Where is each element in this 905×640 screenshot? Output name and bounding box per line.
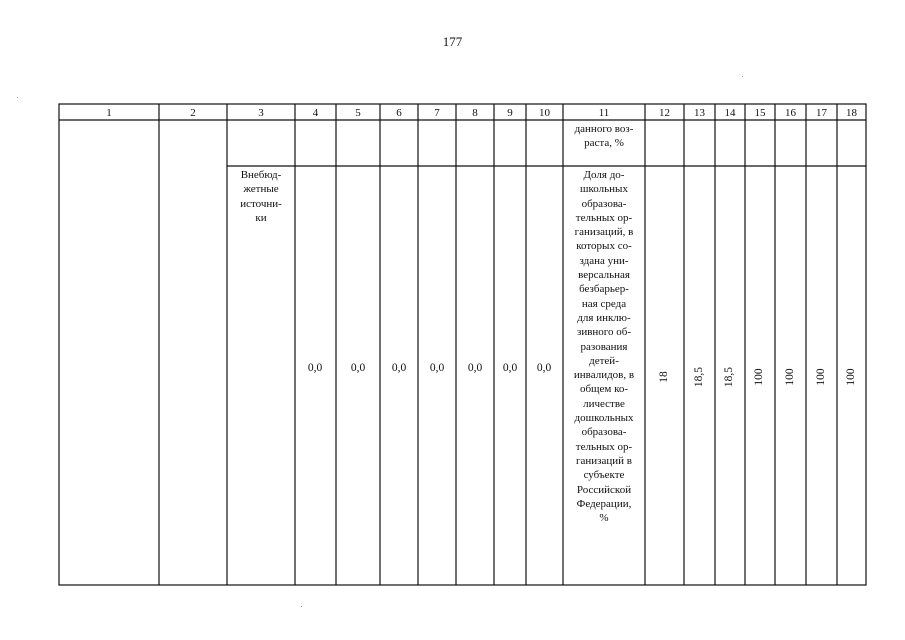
value-col-4: 0,0: [307, 362, 323, 374]
col-header-1: 1: [106, 107, 112, 119]
value-col-7: 0,0: [429, 362, 445, 374]
scan-speck: [17, 97, 18, 98]
col-header-3: 3: [258, 107, 264, 119]
funding-source-text: Внебюд- жетные источни- ки: [240, 169, 282, 224]
col-header-11: 11: [598, 107, 610, 119]
value-col-9: 0,0: [502, 362, 518, 374]
col-header-15: 15: [754, 107, 766, 119]
col-header-10: 10: [539, 107, 550, 119]
target-col-17: 100: [815, 368, 827, 386]
col-header-17: 17: [816, 107, 827, 119]
value-col-10: 0,0: [536, 362, 552, 374]
col-header-4: 4: [312, 107, 319, 119]
target-col-13: 18,5: [693, 366, 705, 388]
scan-speck: [301, 606, 302, 607]
target-col-18: 100: [845, 368, 857, 386]
col-header-9: 9: [507, 107, 513, 119]
col-header-12: 12: [659, 107, 670, 119]
col-header-14: 14: [724, 107, 736, 119]
col-header-6: 6: [396, 107, 402, 119]
col-header-8: 8: [472, 107, 478, 119]
value-col-6: 0,0: [391, 362, 407, 374]
col-header-2: 2: [190, 107, 196, 119]
col-header-16: 16: [785, 107, 796, 119]
col-header-7: 7: [434, 107, 440, 119]
target-col-16: 100: [784, 368, 796, 386]
col-header-18: 18: [846, 107, 857, 119]
scan-speck: [742, 76, 743, 77]
indicator-continued-text: данного воз- раста, %: [574, 123, 634, 150]
indicator-text: Доля до- школьных образова- тельных ор- ганизаций, в которых со- здана уни- версальная безбарьер- ная среда для инклю- зивного об- разования детей- инвалидов, в общем ко- личестве дошкольных образова- тельных ор- ганизаций в субъекте Российской Федерации, %: [573, 169, 635, 525]
target-col-14: 18,5: [723, 366, 735, 388]
col-header-13: 13: [694, 107, 705, 119]
value-col-8: 0,0: [467, 362, 483, 374]
value-col-5: 0,0: [350, 362, 366, 374]
target-col-12: 18: [658, 371, 670, 383]
page-number: 177: [442, 34, 463, 49]
target-col-15: 100: [753, 368, 765, 386]
col-header-5: 5: [355, 107, 361, 119]
